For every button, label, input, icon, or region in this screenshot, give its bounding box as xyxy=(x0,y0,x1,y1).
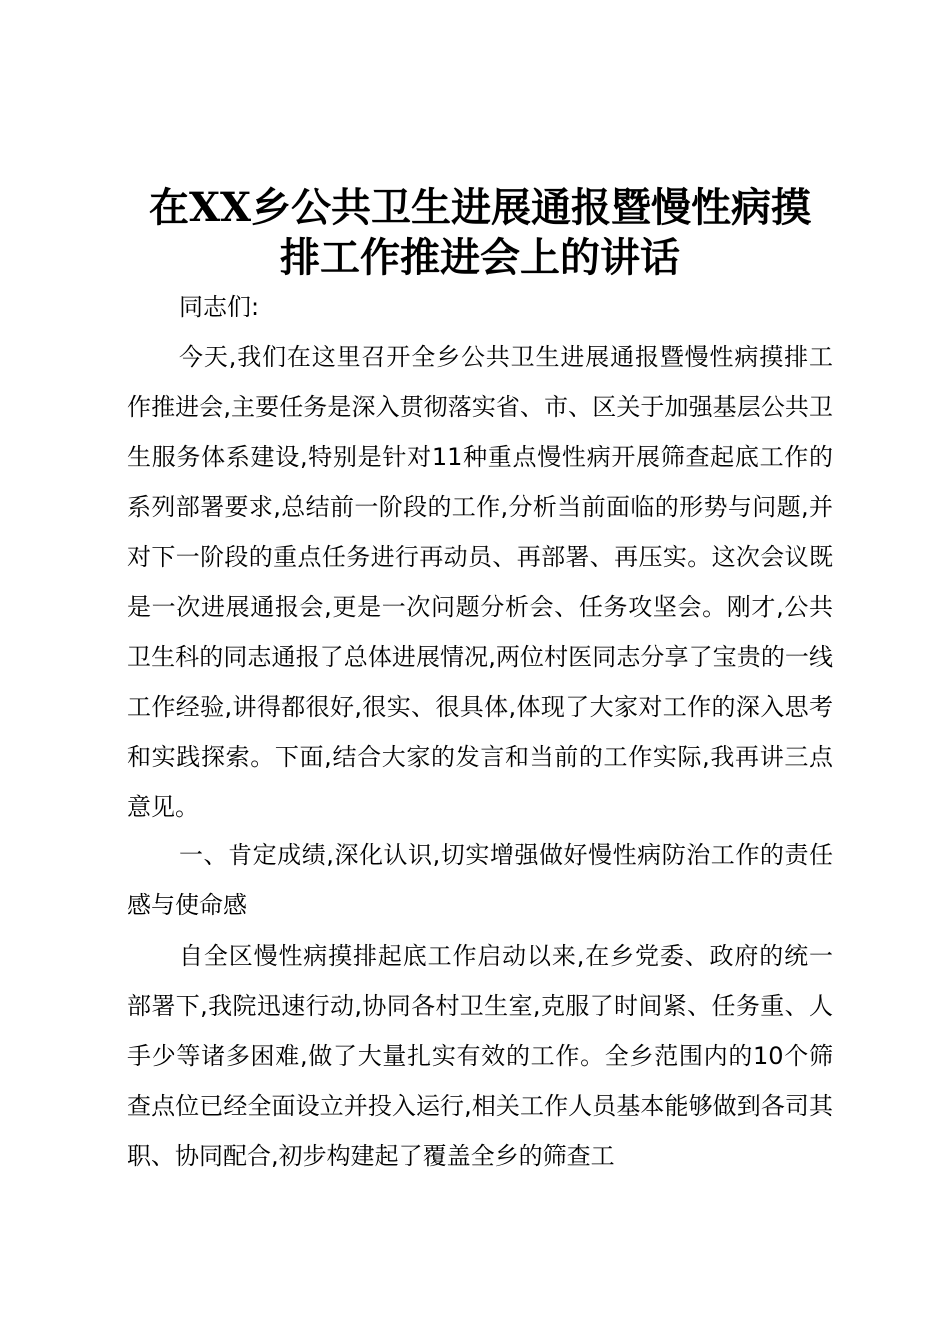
paragraph-achievements: 自全区慢性病摸排起底工作启动以来,在乡党委、政府的统一部署下,我院迅速行动,协同各村卫生室,克服了时间紧、任务重、人手少等诸多困难,做了大量扎实有效的工作。全乡范围内的10个筛查点位已经全面设立并投入运行,相关工作人员基本能够做到各司其职、协同配合,初步构建起了覆盖全乡的筛查工 xyxy=(127,942,833,1170)
paragraph-intro: 今天,我们在这里召开全乡公共卫生进展通报暨慢性病摸排工作推进会,主要任务是深入贯彻落实省、市、区关于加强基层公共卫生服务体系建设,特别是针对11种重点慢性病开展筛查起底工作的系列部署要求,总结前一阶段的工作,分析当前面临的形势与问题,并对下一阶段的重点任务进行再动员、再部署、再压实。这次会议既是一次进展通报会,更是一次问题分析会、任务攻坚会。刚才,公共卫生科的同志通报了总体进展情况,两位村医同志分享了宝贵的一线工作经验,讲得都很好,很实、很具体,体现了大家对工作的深入思考和实践探索。下面,结合大家的发言和当前的工作实际,我再讲三点意见。 xyxy=(127,343,833,821)
section-heading-1: 一、肯定成绩,深化认识,切实增强做好慢性病防治工作的责任感与使命感 xyxy=(127,841,833,919)
document-title-line-1: 在XX乡公共卫生进展通报暨慢性病摸 xyxy=(148,184,812,231)
greeting: 同志们: xyxy=(179,293,260,321)
document-title-line-2: 排工作推进会上的讲话 xyxy=(280,234,680,281)
